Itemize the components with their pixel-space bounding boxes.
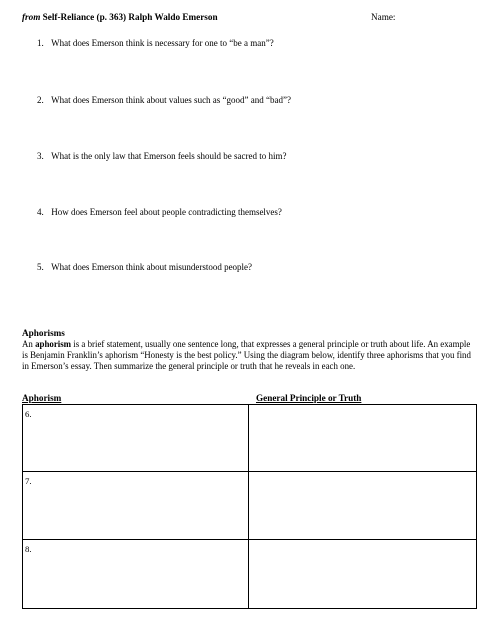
question-4 [37, 207, 477, 217]
intro-text-rest: is a brief statement, usually one sentence long, that expresses a general principle or truth about life. An example is Benjamin Franklin’s aphorism “Honesty is the best policy.” Using the diagram below, identify three aphorisms that you find in Emerson’s essay. Then summarize the general principle or truth that he reveals in each one. [22, 339, 471, 372]
row-number: 6. [25, 409, 32, 419]
question-text: What does Emerson think about misunderstood people? [51, 262, 253, 272]
header-from: from [22, 12, 41, 22]
question-text: What does Emerson think is necessary for one to “be a man”? [51, 38, 274, 48]
aphorism-cell-8[interactable] [23, 540, 249, 608]
question-number: 5. [37, 262, 44, 272]
question-number: 2. [37, 95, 44, 105]
aphorism-table [22, 404, 477, 609]
column-header-principle: General Principle or Truth [256, 393, 362, 403]
question-text: What is the only law that Emerson feels should be sacred to him? [51, 151, 287, 161]
principle-cell-8[interactable] [249, 540, 476, 608]
principle-cell-7[interactable] [249, 472, 476, 540]
question-number: 4. [37, 207, 44, 217]
column-header-aphorism: Aphorism [22, 393, 62, 403]
row-number: 8. [25, 544, 32, 554]
aphorisms-heading: Aphorisms [22, 328, 65, 338]
question-5 [37, 262, 477, 272]
question-text: How does Emerson feel about people contradicting themselves? [51, 207, 282, 217]
header-title: Self-Reliance (p. 363) Ralph Waldo Emerson [42, 12, 218, 22]
aphorisms-intro [22, 339, 477, 373]
question-text: What does Emerson think about values such as “good” and “bad”? [51, 95, 292, 105]
name-label: Name: [371, 12, 396, 22]
principle-cell-6[interactable] [249, 405, 476, 472]
row-number: 7. [25, 476, 32, 486]
aphorism-cell-6[interactable] [23, 405, 249, 472]
intro-text-start: An [22, 339, 36, 349]
question-3 [37, 151, 477, 161]
aphorism-cell-7[interactable] [23, 472, 249, 540]
worksheet-header [22, 12, 477, 22]
question-1 [37, 38, 477, 48]
question-2 [37, 95, 477, 105]
question-number: 3. [37, 151, 44, 161]
intro-term: aphorism [35, 339, 72, 349]
question-number: 1. [37, 38, 44, 48]
